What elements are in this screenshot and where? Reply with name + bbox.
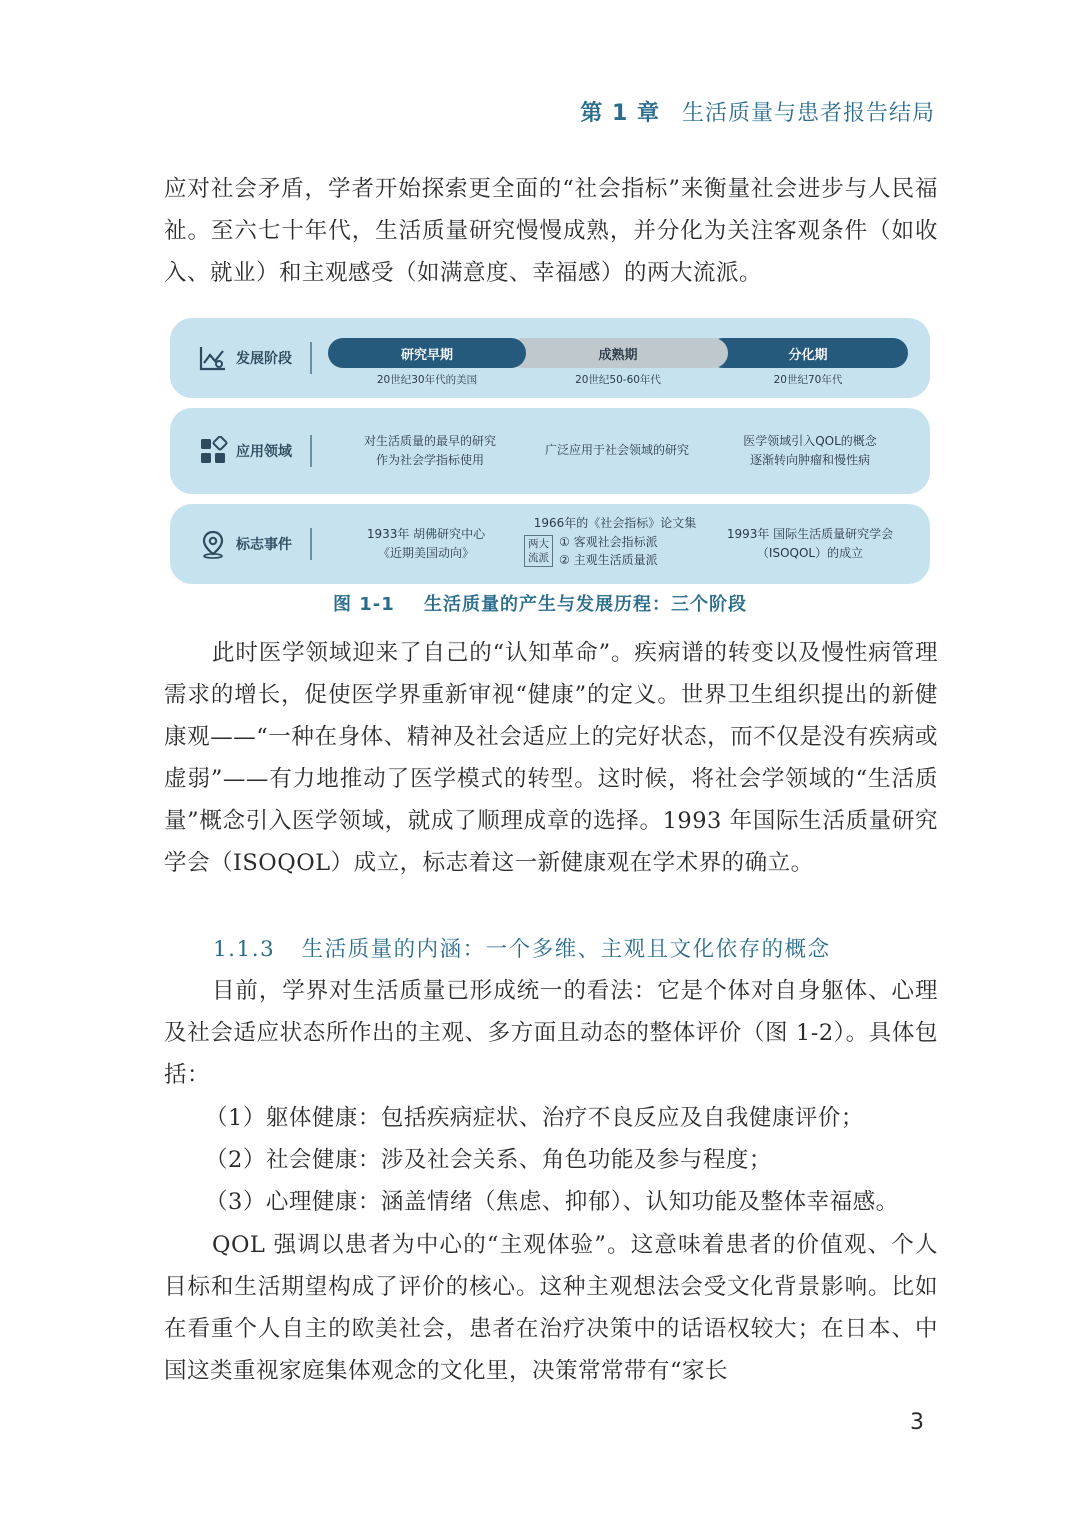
event-cell-1933: 1933年 胡佛研究中心 《近期美国动向》	[366, 527, 486, 560]
stage-sub-early: 20世纪30年代的美国	[376, 374, 478, 386]
row-label-events: 标志事件	[198, 504, 292, 584]
figure-row-stages	[170, 318, 930, 398]
list-item: （2）社会健康：涉及社会关系、角色功能及参与程度；	[205, 1147, 772, 1173]
row-label-fields: 应用领域	[198, 408, 292, 494]
row-separator	[310, 528, 312, 560]
location-pin-icon	[198, 529, 228, 559]
school-objective: ① 客观社会指标派	[559, 535, 658, 549]
section-heading	[213, 930, 831, 970]
stage-segment-early: 研究早期	[328, 338, 526, 368]
figure-caption	[0, 590, 1080, 616]
figure-row-events	[170, 504, 930, 584]
section-number: 1.1.3	[213, 937, 276, 962]
field-cell-mature: 广泛应用于社会领域的研究	[544, 443, 689, 457]
running-header	[580, 96, 935, 127]
stage-timeline	[328, 338, 908, 386]
event-cell-1993: 1993年 国际生活质量研究学会 （ISOQOL）的成立	[726, 527, 894, 560]
list-item: （3）心理健康：涵盖情绪（焦虑、抑郁）、认知功能及整体幸福感。	[205, 1189, 899, 1215]
paragraph-cognitive-revolution: 此时医学领域迎来了自己的“认知革命”。疾病谱的转变以及慢性病管理需求的增长，促使医学界重新审视“健康”的定义。世界卫生组织提出的新健康观——“一种在身体、精神及社会适应上的完好状态，而不仅是没有疾病或虚弱”——有力地推动了医学模式的转型。这时候，将社会学领域的“生活质量”概念引入医学领域，就成了顺理成章的选择。1993 年国际生活质量研究学会（ISOQOL）成立，标志着这一新健康观在学术界的确立。	[164, 640, 938, 876]
figure-caption-text: 生活质量的产生与发展历程：三个阶段	[424, 594, 748, 615]
list-item: （1）躯体健康：包括疾病症状、治疗不良反应及自我健康评价；	[205, 1105, 864, 1131]
section-title: 生活质量的内涵：一个多维、主观且文化依存的概念	[301, 937, 831, 962]
figure-number: 图 1-1	[332, 594, 395, 615]
paragraph-definition: 目前，学界对生活质量已形成统一的看法：它是个体对自身躯体、心理及社会适应状态所作出的主观、多方面且动态的整体评价（图 1-2）。具体包括：	[164, 978, 938, 1088]
intro-paragraph: 应对社会矛盾，学者开始探索更全面的“社会指标”来衡量社会进步与人民福祉。至六七十年代，生活质量研究慢慢成熟，并分化为关注客观条件（如收入、就业）和主观感受（如满意度、幸福感）的两大流派。	[164, 176, 938, 286]
row-label-stages: 发展阶段	[198, 318, 292, 398]
row-separator	[310, 435, 312, 467]
grid-apps-icon	[198, 436, 228, 466]
stage-sub-divided: 20世纪70年代	[773, 374, 843, 386]
row-separator	[310, 342, 312, 374]
paragraph-subjective: QOL 强调以患者为中心的“主观体验”。这意味着患者的价值观、个人目标和生活期望构成了评价的核心。这种主观想法会受文化背景影响。比如在看重个人自主的欧美社会，患者在治疗决策中的话语权较大；在日本、中国这类重视家庭集体观念的文化里，决策常常带有“家长	[164, 1232, 938, 1384]
chart-trend-icon	[198, 343, 228, 373]
event-1966-title: 1966年的《社会指标》论文集	[533, 516, 697, 530]
two-schools-tag: 两大 流派	[524, 535, 553, 567]
stage-sub-mature: 20世纪50-60年代	[575, 374, 661, 386]
stage-segment-divided: 分化期	[708, 338, 908, 368]
figure-row-fields	[170, 408, 930, 494]
chapter-number: 第 1 章	[580, 101, 660, 126]
chapter-title: 生活质量与患者报告结局	[681, 101, 935, 126]
school-subjective: ② 主观生活质量派	[559, 553, 658, 567]
stage-segment-mature: 成熟期	[508, 338, 728, 368]
event-cell-1966	[520, 514, 710, 569]
page-number: 3	[910, 1410, 924, 1435]
field-cell-divided: 医学领域引入QOL的概念 逐渐转向肿瘤和慢性病	[743, 434, 877, 467]
field-cell-early: 对生活质量的最早的研究 作为社会学指标使用	[363, 434, 496, 467]
